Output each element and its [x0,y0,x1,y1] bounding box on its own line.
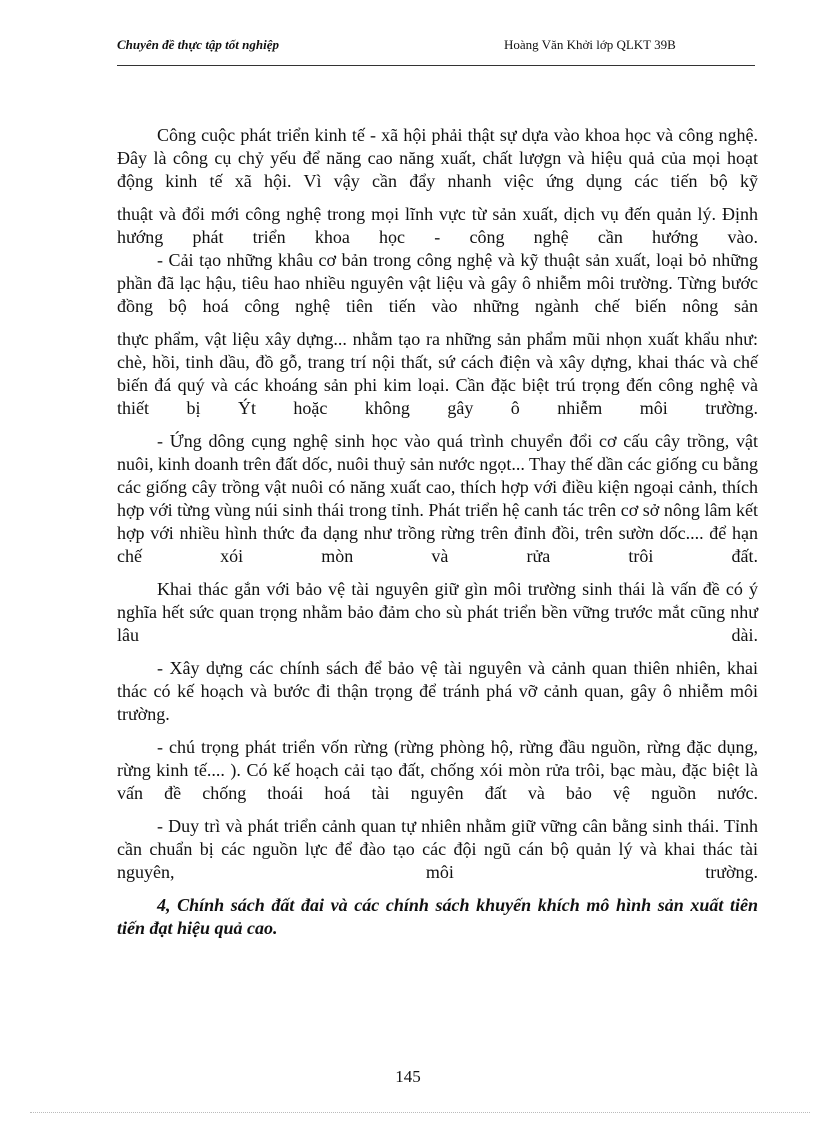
paragraph: - Ứng dông cụng nghệ sinh học vào quá trình chuyển đổi cơ cấu cây trồng, vật nuôi, kinh doanh trên đất dốc, nuôi thuỷ sản nước ngọt... Thay thế dần các giống cu bằng các giống cây trồng vật nuôi có năng xuất cao, thích hợp với điều kiện ngoại cảnh, thích hợp với từng vùng núi sinh thái trong tỉnh. Phát triển hệ canh tác trên cơ sở nông lâm kết hợp với nhiều hình thức đa dạng như trồng rừng trên đỉnh đồi, trên sườn dốc.... để hạn chế xói mòn và rửa trôi đất. [117,431,758,566]
header-rule [117,65,755,66]
header-author: Hoàng Văn Khởi lớp QLKT 39B [504,37,676,52]
paragraph: Khai thác gắn với bảo vệ tài nguyên giữ gìn môi trường sinh thái là vấn đề có ý nghĩa hết sức quan trọng nhằm bảo đảm cho sù phát triển bền vững trước mắt cũng như lâu dài. [117,579,758,645]
page-bottom-border [30,1112,810,1113]
section-heading: 4, Chính sách đất đai và các chính sách khuyến khích mô hình sản xuất tiên tiến đạt hiệu quả cao. [117,895,758,938]
paragraph: Công cuộc phát triển kinh tế - xã hội phải thật sự dựa vào khoa học và công nghệ. Đây là công cụ chỷ yếu để năng cao năng xuất, chất lượgn và hiệu quả của mọi hoạt động kinh tế xã hội. Vì vậy cần đẩy nhanh việc ứng dụng các tiến bộ kỹ [117,125,758,191]
paragraph: thực phẩm, vật liệu xây dựng... nhằm tạo ra những sản phẩm mũi nhọn xuất khẩu như: chè, hồi, tinh dầu, đồ gỗ, trang trí nội thất, sứ cách điện và xây dựng, khai thác và chế biến đá quý và các khoáng sản phi kim loại. Cần đặc biệt trú trọng đến công nghệ và thiết bị Ýt hoặc không gây ô nhiễm môi trường. [117,329,758,418]
paragraph: - Xây dựng các chính sách để bảo vệ tài nguyên và cảnh quan thiên nhiên, khai thác có kế hoạch và bước đi thận trọng để tránh phá vỡ cảnh quan, gây ô nhiễm môi trường. [117,658,758,724]
paragraph: - Duy trì và phát triển cảnh quan tự nhiên nhằm giữ vững cân bằng sinh thái. Tỉnh cần chuẩn bị các nguồn lực để đào tạo các đội ngũ cán bộ quản lý và khai thác tài nguyên, môi trường. [117,816,758,882]
paragraph: - Cải tạo những khâu cơ bản trong công nghệ và kỹ thuật sản xuất, loại bỏ những phần đã lạc hậu, tiêu hao nhiều nguyên vật liệu và gây ô nhiễm môi trường. Từng bước đồng bộ hoá công nghệ tiên tiến vào những ngành chế biến nông sản [117,250,758,316]
paragraph: - chú trọng phát triển vốn rừng (rừng phòng hộ, rừng đầu nguồn, rừng đặc dụng, rừng kinh tế.... ). Có kế hoạch cải tạo đất, chống xói mòn rửa trôi, bạc màu, đặc biệt là vấn đề chống thoái hoá tài nguyên đất và bảo vệ nguồn nước. [117,737,758,803]
page-header [117,37,755,57]
page-body [117,124,758,958]
header-title: Chuyên đề thực tập tốt nghiệp [117,37,279,52]
paragraph: thuật và đổi mới công nghệ trong mọi lĩnh vực từ sản xuất, dịch vụ đến quản lý. Định hướng phát triển khoa học - công nghệ cần hướng vào. [117,204,758,247]
page-number: 145 [395,1067,421,1086]
